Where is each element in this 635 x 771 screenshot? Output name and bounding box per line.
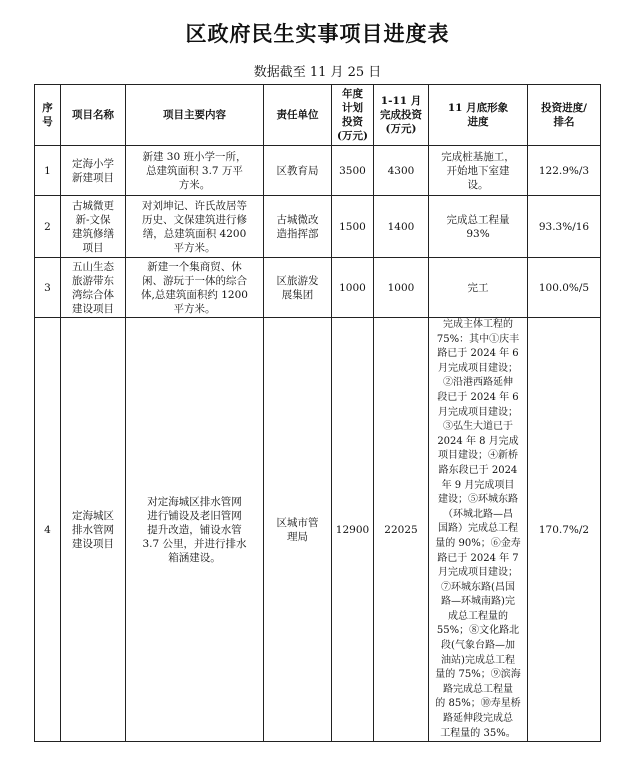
header-project-name: 项目名称 [61, 85, 126, 146]
cell-investment-rank: 170.7%/2 [528, 318, 601, 742]
cell-progress: 完成总工程量 93% [429, 196, 528, 258]
cell-main-content: 新建 30 班小学一所， 总建筑面积 3.7 万平 方米。 [126, 146, 264, 196]
cell-seq: 3 [35, 258, 61, 318]
cell-completed-investment: 4300 [374, 146, 429, 196]
header-investment-rank: 投资进度/ 排名 [528, 85, 601, 146]
cell-progress: 完工 [429, 258, 528, 318]
header-seq: 序 号 [35, 85, 61, 146]
cell-investment-rank: 122.9%/3 [528, 146, 601, 196]
cell-completed-investment: 1000 [374, 258, 429, 318]
cell-project-name: 定海城区 排水管网 建设项目 [61, 318, 126, 742]
cell-progress: 完成主体工程的 75%：其中①庆丰 路已于 2024 年 6 月完成项目建设； ②沿港西路延伸 段已于 2024 年 6 月完成项目建设； ③弘生大道已于 2024 年 8 月完成 项目建设；④新桥 路东段已于 2024 年 9 月完成项目 建设；⑤环城东路 （环城北路—昌 国路）完成总工程 量的 90%；⑥金寿 路已于 2024 年 7 月完成项目建设； ⑦环城东路(昌国 路—环城南路)完 成总工程量的 55%；⑧文化路北 段(气象台路—加 油站)完成总工程 量的 75%；⑨滨海 路完成总工程量 的 85%；⑩寿星桥 路延伸段完成总 工程量的 35%。 [429, 318, 528, 742]
cell-responsible-unit: 古城微改 造指挥部 [264, 196, 332, 258]
header-completed-investment: 1-11 月 完成投资 (万元) [374, 85, 429, 146]
cell-project-name: 五山生态 旅游带东 湾综合体 建设项目 [61, 258, 126, 318]
cell-progress: 完成桩基施工， 开始地下室建 设。 [429, 146, 528, 196]
cell-investment-rank: 100.0%/5 [528, 258, 601, 318]
cell-completed-investment: 22025 [374, 318, 429, 742]
page-title: 区政府民生实事项目进度表 [185, 21, 450, 46]
header-progress: 11 月底形象 进度 [429, 85, 528, 146]
cell-project-name: 古城微更 新-文保 建筑修缮 项目 [61, 196, 126, 258]
header-main-content: 项目主要内容 [126, 85, 264, 146]
table-row [35, 196, 601, 258]
cell-main-content: 对定海城区排水管网 进行铺设及老旧管网 提升改造，铺设水管 3.7 公里，并进行排水 箱涵建设。 [126, 318, 264, 742]
table-row [35, 258, 601, 318]
cell-investment-rank: 93.3%/16 [528, 196, 601, 258]
cell-plan-investment: 12900 [332, 318, 374, 742]
cell-main-content: 新建一个集商贸、休 闲、游玩于一体的综合 体,总建筑面积约 1200 平方米。 [126, 258, 264, 318]
cell-plan-investment: 1000 [332, 258, 374, 318]
cell-seq: 1 [35, 146, 61, 196]
progress-table [34, 84, 601, 742]
data-cutoff-date: 数据截至 11 月 25 日 [253, 65, 382, 80]
cell-project-name: 定海小学 新建项目 [61, 146, 126, 196]
header-annual-plan-investment: 年度 计划 投资 (万元) [332, 85, 374, 146]
cell-plan-investment: 1500 [332, 196, 374, 258]
cell-responsible-unit: 区旅游发 展集团 [264, 258, 332, 318]
table-header-row [35, 85, 601, 146]
cell-seq: 4 [35, 318, 61, 742]
cell-responsible-unit: 区教育局 [264, 146, 332, 196]
header-responsible-unit: 责任单位 [264, 85, 332, 146]
table-row [35, 318, 601, 742]
cell-seq: 2 [35, 196, 61, 258]
cell-completed-investment: 1400 [374, 196, 429, 258]
cell-plan-investment: 3500 [332, 146, 374, 196]
table-row [35, 146, 601, 196]
cell-main-content: 对刘坤记、许氏故居等 历史、文保建筑进行修 缮，总建筑面积 4200 平方米。 [126, 196, 264, 258]
cell-responsible-unit: 区城市管 理局 [264, 318, 332, 742]
